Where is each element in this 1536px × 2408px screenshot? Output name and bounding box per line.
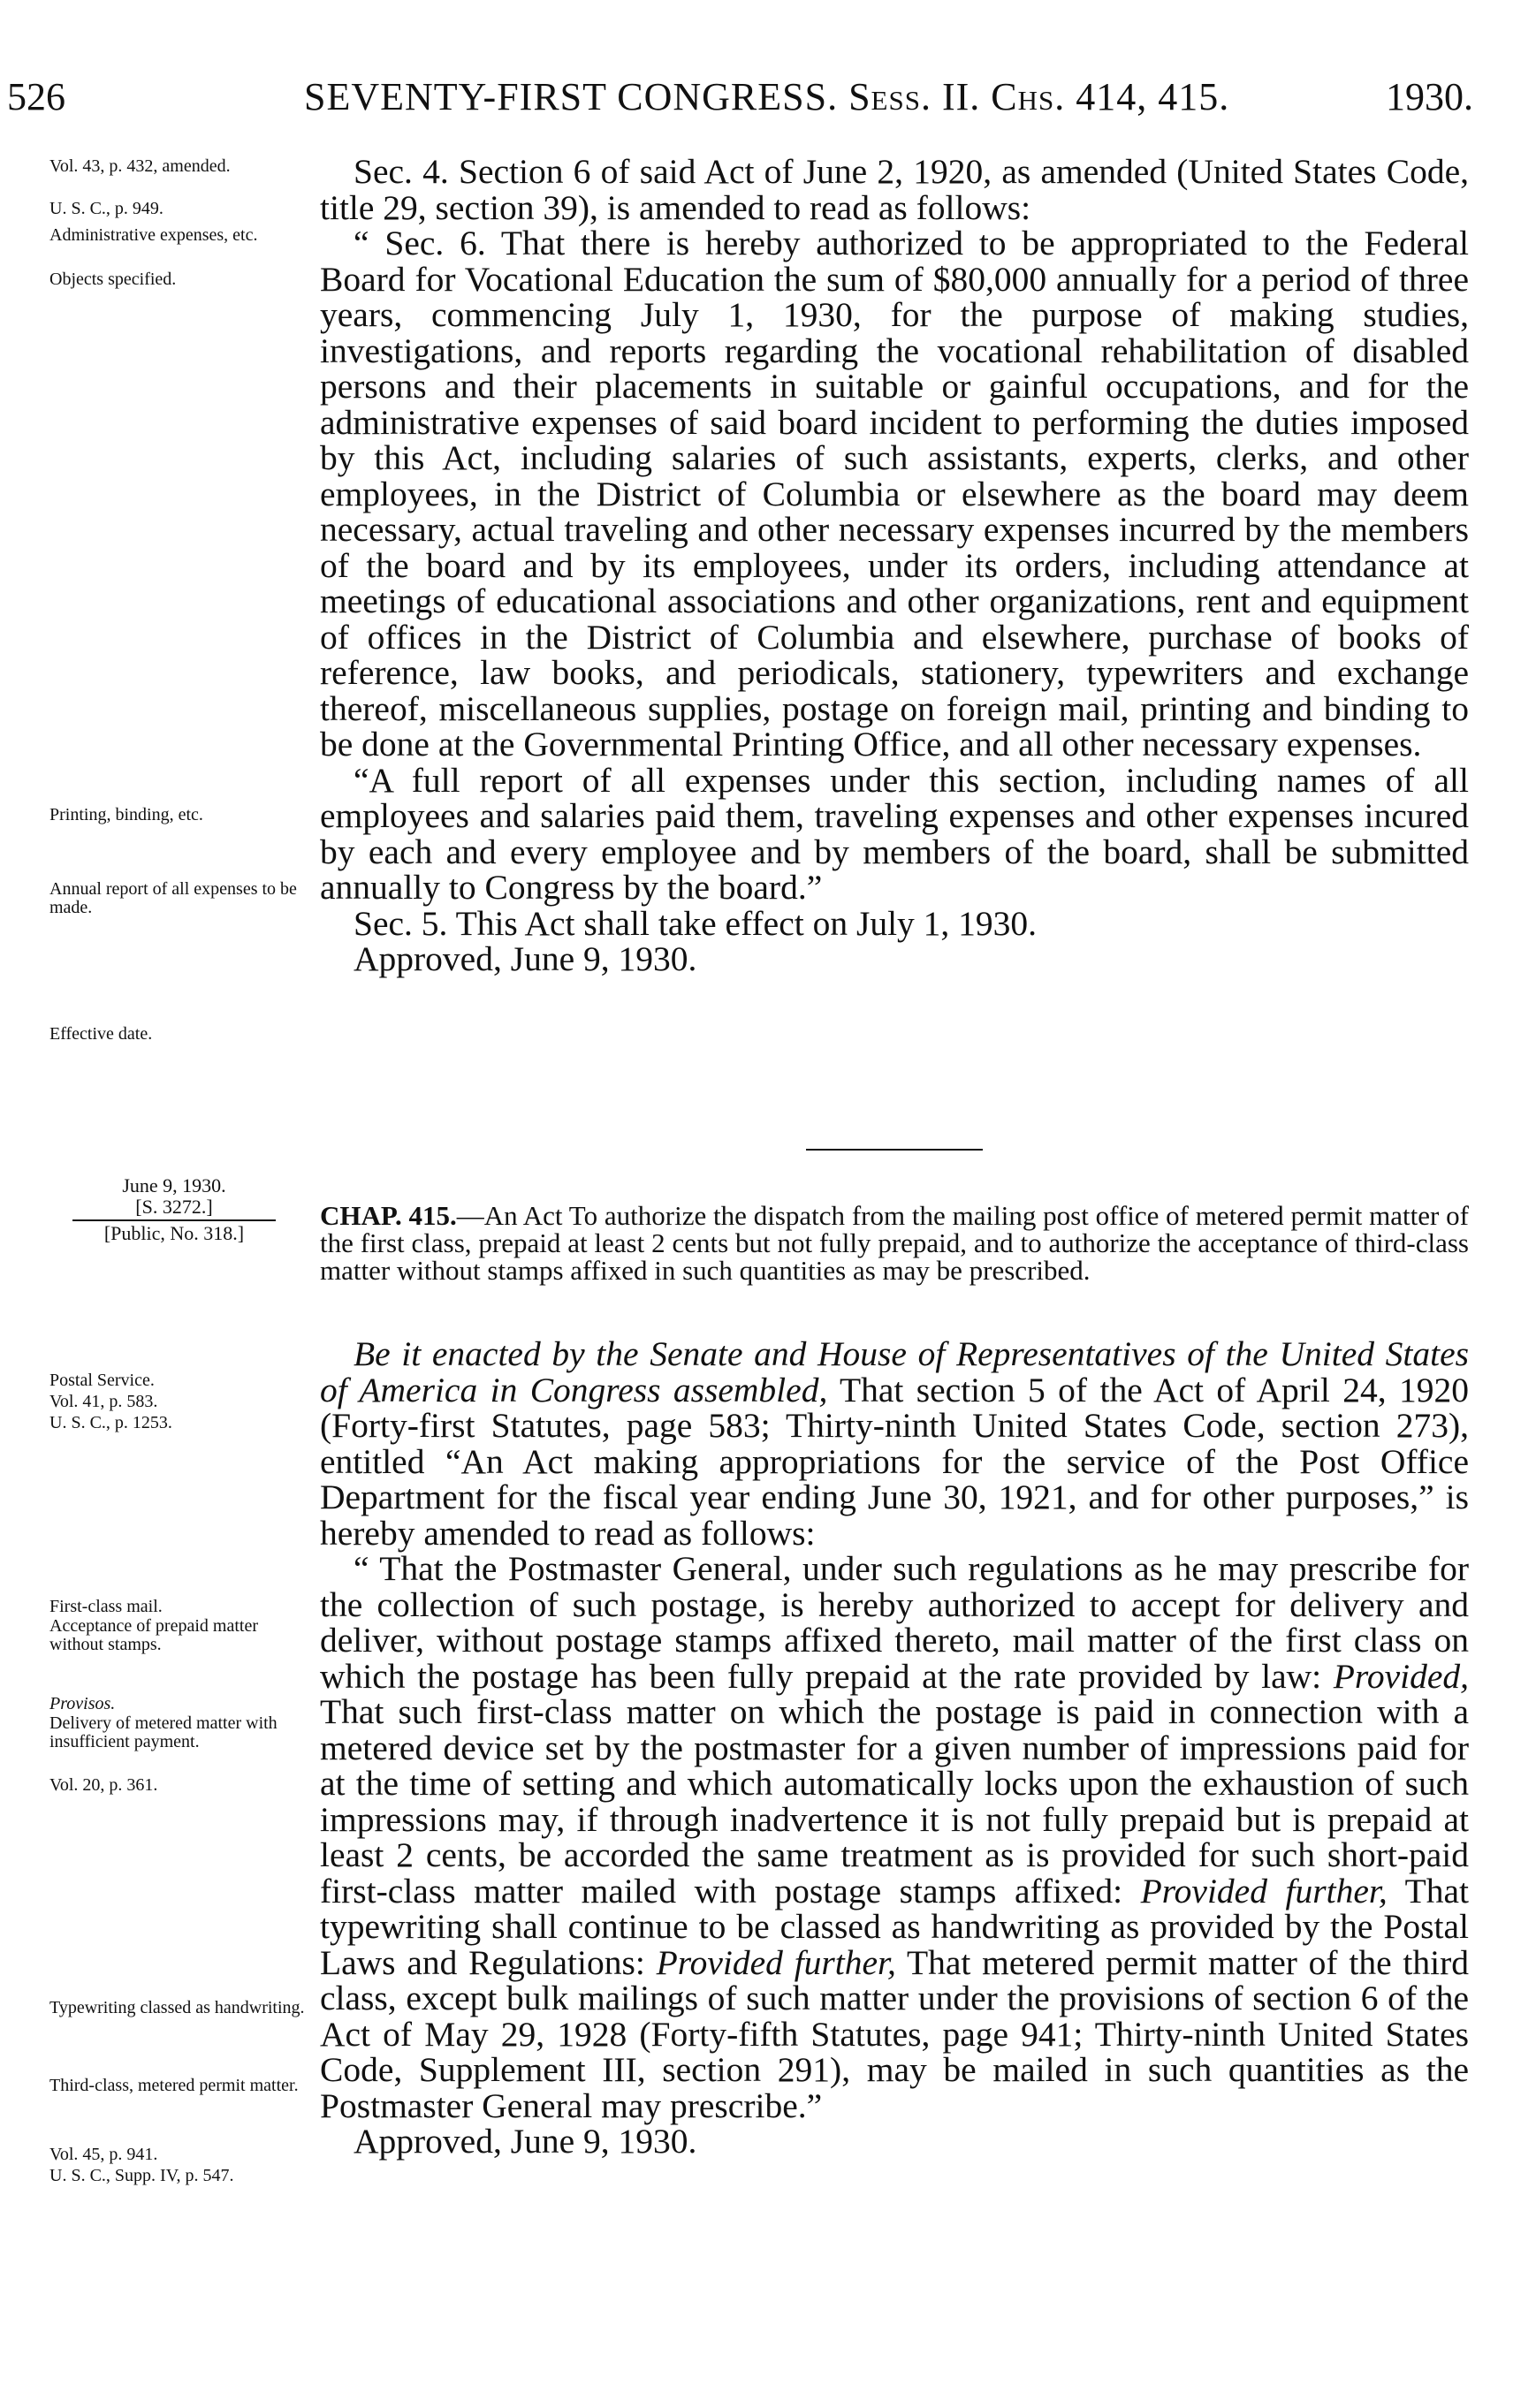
amended-section-paragraph xyxy=(320,1551,1469,2123)
margin-note-vol45: Vol. 45, p. 941. xyxy=(49,2145,158,2164)
running-title-session: Sess. II. xyxy=(848,75,981,118)
margin-note-effective: Effective date. xyxy=(49,1024,153,1044)
chapter-415-label: CHAP. 415. xyxy=(320,1200,457,1231)
senate-bill-number: [S. 3272.] xyxy=(135,1196,213,1218)
margin-note-admin: Administrative expenses, etc. xyxy=(49,225,258,245)
date-block-rule xyxy=(72,1219,276,1221)
margin-note-acceptance: Acceptance of prepaid matter without stamps. xyxy=(49,1616,258,1654)
margin-note-usc1253: U. S. C., p. 1253. xyxy=(49,1413,172,1432)
margin-note-vol20: Vol. 20, p. 361. xyxy=(49,1775,158,1795)
section-4-paragraph: Sec. 4. Section 6 of said Act of June 2, 1920, as amended (United States Code, title 29, section 39), is amended to read as follows: xyxy=(320,152,1469,227)
section-5-paragraph: Sec. 5. This Act shall take effect on July 1, 1930. xyxy=(354,903,1038,943)
margin-note-printing: Printing, binding, etc. xyxy=(49,805,203,824)
margin-note-postal: Postal Service. xyxy=(49,1371,155,1390)
proviso-1: Provided, xyxy=(1333,1656,1469,1696)
proviso-2: Provided further, xyxy=(1140,1871,1388,1910)
running-title-congress: SEVENTY-FIRST CONGRESS. xyxy=(304,75,839,118)
margin-note-vol43: Vol. 43, p. 432, amended. xyxy=(49,156,231,176)
approval-date: June 9, 1930. xyxy=(122,1174,226,1196)
approval-414: Approved, June 9, 1930. xyxy=(354,939,697,978)
page-number: 526 xyxy=(7,75,65,118)
proviso-3: Provided further, xyxy=(656,1942,896,1982)
quote-part-a: “ That the Postmaster General, under such regulations as he may prescribe for the collection of such postage, is hereby authorized to accept for delivery and deliver, without postage stamps affixed thereto, mail matter of the first class on which the postage has been fully prepaid at the rate provided by law: xyxy=(320,1549,1469,1696)
enacting-clause-paragraph xyxy=(320,1336,1469,1551)
margin-note-annual-report: Annual report of all expenses to be made. xyxy=(49,879,297,917)
margin-note-provisos: Provisos. xyxy=(49,1694,116,1713)
margin-note-usc-supp: U. S. C., Supp. IV, p. 547. xyxy=(49,2166,234,2185)
public-law-number: [Public, No. 318.] xyxy=(103,1222,245,1244)
margin-note-typewriting: Typewriting classed as handwriting. xyxy=(49,1998,305,2017)
margin-note-vol41: Vol. 41, p. 583. xyxy=(49,1392,158,1411)
quote-part-d: That metered permit matter of the third class, except bulk mailings of such matter under the provisions of section 6 of the Act of May 29, 1928 (Forty-fifth Statutes, page 941; Thirty-ninth United States Code, Supplement III, section 291), may be mailed in such quantities as the Postmaster General may prescribe.” xyxy=(320,1942,1469,2125)
running-header xyxy=(7,74,1509,127)
margin-note-delivery: Delivery of metered matter with insufficient payment. xyxy=(49,1713,278,1751)
enacting-clause-rest: That section 5 of the Act of April 24, 1920 (Forty-first Statutes, page 583; Thirty-ninth United States Code, section 273), entitled “An Act making appropriations for the service of the Post Office Department for the fiscal year ending June 30, 1921, and for other purposes,” is hereby amended to read as follows: xyxy=(320,1370,1470,1553)
approval-415: Approved, June 9, 1930. xyxy=(354,2122,697,2161)
margin-note-usc949: U. S. C., p. 949. xyxy=(49,199,163,218)
annual-report-paragraph: “A full report of all expenses under this section, including names of all employees and salaries paid them, traveling expenses and other expenses incured by each and every employee and by members of the board, shall be submitted annually to Congress by the board.” xyxy=(320,760,1469,907)
chapter-415-title: —An Act To authorize the dispatch from the mailing post office of metered permit matter of the first class, prepaid at least 2 cents but not fully prepaid, and to authorize the acceptance of third-class matter without stamps affixed in such quantities as may be prescribed. xyxy=(320,1200,1469,1286)
chapter-separator-rule xyxy=(806,1149,983,1151)
chapter-415-date-block xyxy=(72,1175,276,1244)
section-6-paragraph: “ Sec. 6. That there is hereby authorized to be appropriated to the Federal Board for Vocational Education the sum of $80,000 annually for a period of three years, commencing July 1, 1930, for the purpose of making studies, investigations, and reports regarding the vocational rehabilitation of disabled persons and their placements in suitable or gainful occupations, and for the administrative expenses of said board incident to performing the duties imposed by this Act, including salaries of such assistants, experts, clerks, and other employees, in the District of Columbia or elsewhere as the board may deem necessary, actual traveling and other necessary expenses incurred by the members of the board and by its employees, under its orders, including attendance at meetings of educational associations and other organizations, rent and equipment of offices in the District of Columbia and elsewhere, purchase of books of reference, law books, and periodicals, stationery, typewriters and exchange thereof, miscellaneous supplies, postage on foreign mail, printing and binding to be done at the Governmental Printing Office, and all other necessary expenses. xyxy=(320,224,1469,763)
quote-part-c: That typewriting shall continue to be classed as handwriting as provided by the Postal Laws and Regulations: xyxy=(320,1871,1470,1982)
margin-note-third-class: Third-class, metered permit matter. xyxy=(49,2076,299,2095)
margin-note-first-class: First-class mail. xyxy=(49,1597,163,1616)
running-title xyxy=(304,74,1229,119)
margin-note-objects: Objects specified. xyxy=(49,270,177,289)
quote-part-b: That such first-class matter on which the postage is paid in connection with a metered device set by the postmaster for a given number of impressions paid for at the time of setting and which automatically locks upon the exhaustion of such impressions may, if through inadvertence it is not fully prepaid but is prepaid at least 2 cents, be accorded the same treatment as is provided for such short-paid first-class matter mailed with postage stamps affixed: xyxy=(320,1692,1469,1910)
chapter-415-heading xyxy=(320,1202,1469,1284)
running-title-chapters: Chs. 414, 415. xyxy=(991,75,1230,118)
chapter-415-body xyxy=(320,1336,1469,2160)
enacting-clause: Be it enacted by the Senate and House of Representatives of the United States of America in Congress assembled, xyxy=(320,1334,1469,1409)
chapter-414-body xyxy=(320,154,1469,977)
header-year: 1930. xyxy=(1386,75,1473,118)
